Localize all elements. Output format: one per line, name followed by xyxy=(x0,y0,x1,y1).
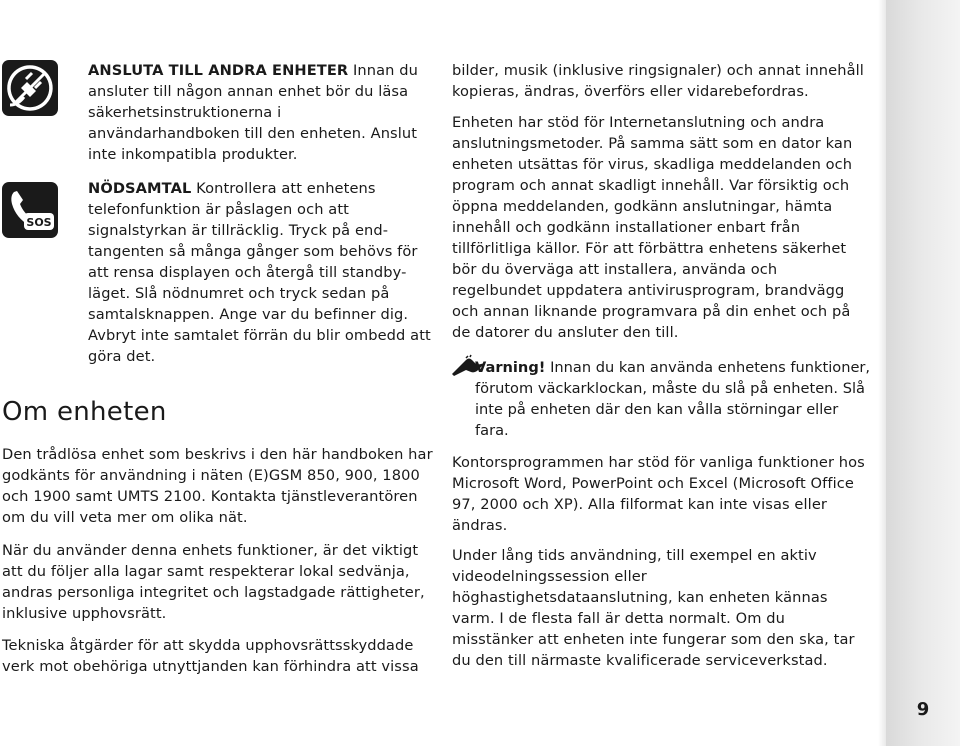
note-connect-devices xyxy=(88,60,433,165)
page-edge-bar xyxy=(886,0,960,746)
emergency-call-sos-icon xyxy=(2,182,58,238)
section-title: Om enheten xyxy=(2,397,167,427)
note-title: NÖDSAMTAL xyxy=(88,180,192,197)
paragraph: Den trådlösa enhet som beskrivs i den här handboken har godkänts för användning i näten (E)GSM 850, 900, 1800 och 1900 samt UMTS 2100. Kontakta tjänstleverantören om du vill veta mer om olika nät. xyxy=(2,446,433,526)
note-title: ANSLUTA TILL ANDRA ENHETER xyxy=(88,62,349,79)
paragraph: Tekniska åtgärder för att skydda upphovsrättsskyddade verk mot obehöriga utnyttjanden kan förhindra att vissa xyxy=(2,637,419,675)
paragraph: Kontorsprogrammen har stöd för vanliga funktioner hos Microsoft Word, PowerPoint och Excel (Microsoft Office 97, 2000 och XP). Alla filformat kan inte visas eller ändras. xyxy=(452,454,865,534)
warning-note xyxy=(475,357,875,441)
paragraph: Enheten har stöd för Internetanslutning och andra anslutningsmetoder. På samma sätt som en dator kan enheten utsättas för virus, skadliga meddelanden och program och annat skadligt innehåll. Var försiktig och öppna meddelanden, godkänn anslutningar, hämta innehåll och godkänn installationer enbart från tillförlitliga källor. För att förbättra enhetens säkerhet bör du överväga att installera, använda och regelbundet uppdatera antivirusprogram, brandvägg och annan liknande programvara på din enhet och på de datorer du ansluter den till. xyxy=(452,114,853,341)
page-number: 9 xyxy=(916,699,930,720)
note-body: Innan du ansluter till någon annan enhet bör du läsa säkerhetsinstruktionerna i användarhandboken till den enheten. Anslut inte inkompatibla produkter. xyxy=(88,62,418,163)
paragraph: När du använder denna enhets funktioner, är det viktigt att du följer alla lagar samt respekterar lokal sedvänja, andras personliga integritet och lagstadgade rättigheter, inklusive upphovsrätt. xyxy=(2,542,425,622)
plug-icon xyxy=(2,60,58,116)
paragraph: Under lång tids användning, till exempel en aktiv videodelningssession eller höghastighetsdataanslutning, kan enheten kännas varm. I de flesta fall är detta normalt. Om du misstänker att enheten inte fungerar som den ska, tar du den till närmaste kvalificerade serviceverkstad. xyxy=(452,547,855,669)
note-body: Kontrollera att enhetens telefonfunktion är påslagen och att signalstyrkan är tillräcklig. Tryck på end-tangenten så många gånger som behövs för att rensa displayen och återgå till standby-läget. Slå nödnumret och tryck sedan på samtalsknappen. Ange var du befinner dig. Avbryt inte samtalet förrän du blir ombedd att göra det. xyxy=(88,180,431,365)
warning-label: Varning! xyxy=(475,359,546,376)
warning-body: Innan du kan använda enhetens funktioner, förutom väckarklockan, måste du slå på enheten. Slå inte på enheten där den kan vålla störningar eller fara. xyxy=(475,359,871,439)
paragraph: bilder, musik (inklusive ringsignaler) och annat innehåll kopieras, ändras, överförs eller vidarebefordras. xyxy=(452,62,864,100)
sos-label: SOS xyxy=(26,216,52,229)
note-emergency-call xyxy=(88,178,433,367)
